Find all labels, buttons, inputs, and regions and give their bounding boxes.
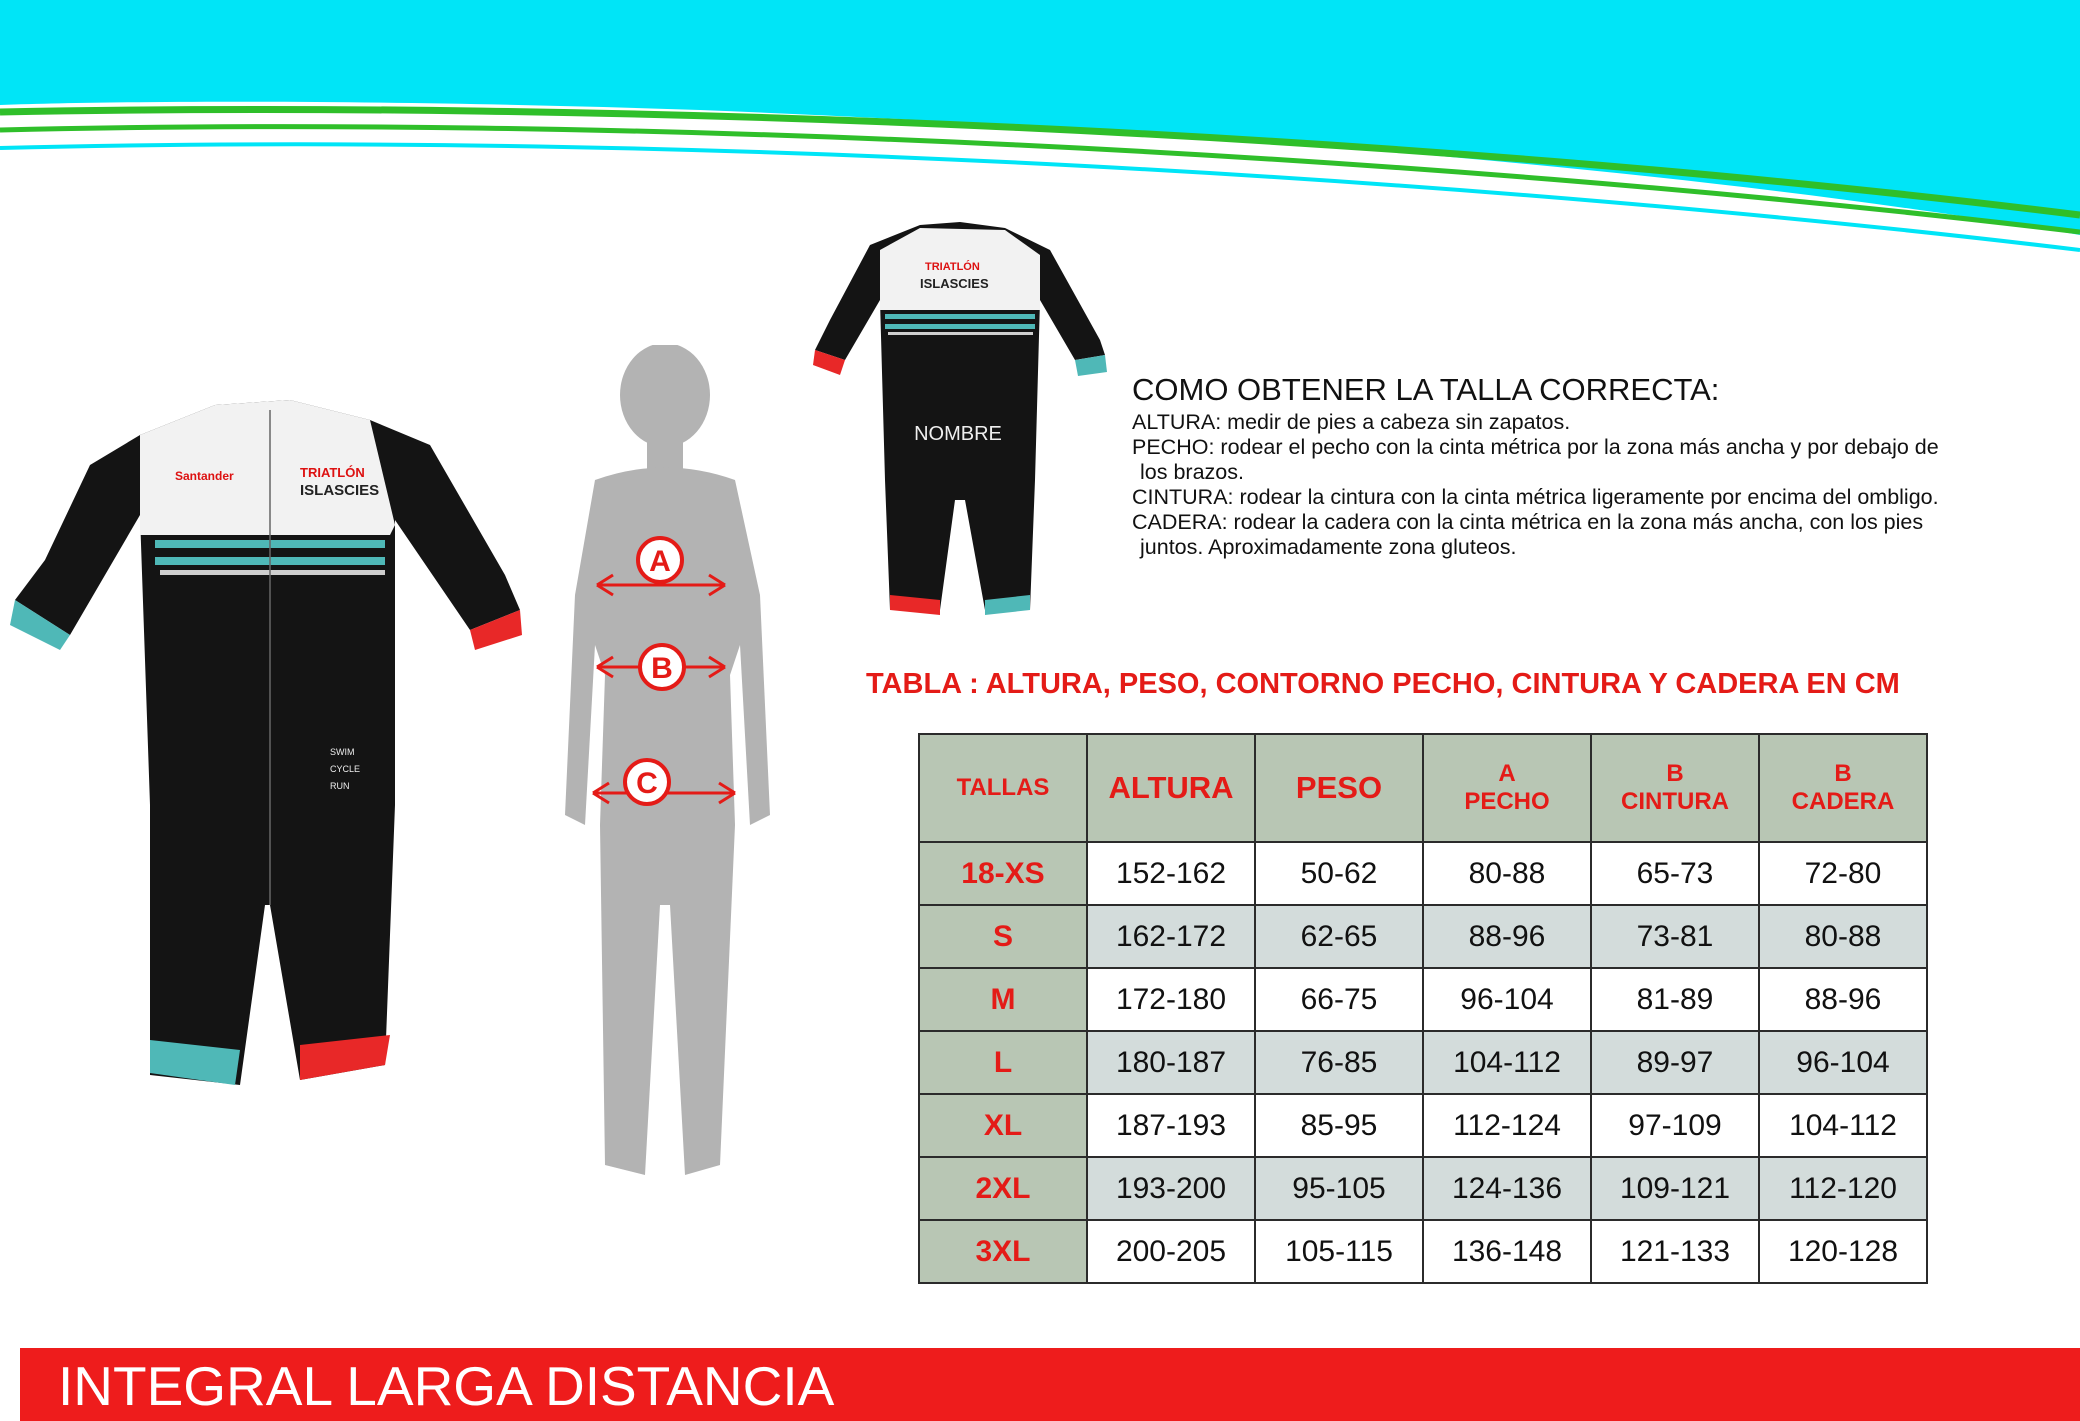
table-row	[919, 1094, 1927, 1157]
header-tallas: TALLAS	[919, 734, 1087, 842]
cell-pecho: 80-88	[1423, 842, 1591, 905]
cell-peso: 85-95	[1255, 1094, 1423, 1157]
cell-altura: 162-172	[1087, 905, 1255, 968]
svg-text:ISLASCIES: ISLASCIES	[920, 276, 989, 291]
cell-cadera: 112-120	[1759, 1157, 1927, 1220]
cell-cadera: 96-104	[1759, 1031, 1927, 1094]
svg-text:TRIATLÓN: TRIATLÓN	[925, 261, 980, 273]
cell-peso: 62-65	[1255, 905, 1423, 968]
front-trisuit-image	[0, 385, 530, 1105]
size-table	[918, 733, 1928, 1284]
cell-cintura: 121-133	[1591, 1220, 1759, 1283]
table-row	[919, 842, 1927, 905]
marker-a-label: A	[649, 545, 671, 578]
back-name-label: NOMBRE	[914, 423, 1002, 445]
header-altura: ALTURA	[1087, 734, 1255, 842]
cell-pecho: 124-136	[1423, 1157, 1591, 1220]
cell-altura: 187-193	[1087, 1094, 1255, 1157]
svg-text:CYCLE: CYCLE	[330, 764, 361, 774]
header-pecho: A PECHO	[1423, 734, 1591, 842]
svg-text:TRIATLÓN: TRIATLÓN	[300, 465, 365, 480]
cell-cintura: 109-121	[1591, 1157, 1759, 1220]
cell-cadera: 72-80	[1759, 842, 1927, 905]
cell-cintura: 81-89	[1591, 968, 1759, 1031]
cell-cadera: 104-112	[1759, 1094, 1927, 1157]
table-row	[919, 1031, 1927, 1094]
table-row	[919, 1220, 1927, 1283]
cell-pecho: 104-112	[1423, 1031, 1591, 1094]
cell-peso: 76-85	[1255, 1031, 1423, 1094]
marker-b-label: B	[651, 652, 673, 685]
cell-altura: 152-162	[1087, 842, 1255, 905]
cell-cadera: 88-96	[1759, 968, 1927, 1031]
table-header-row	[919, 734, 1927, 842]
cell-peso: 105-115	[1255, 1220, 1423, 1283]
svg-text:ISLASCIES: ISLASCIES	[300, 482, 380, 499]
instruction-line: PECHO: rodear el pecho con la cinta métrica por la zona más ancha y por debajo de	[1132, 435, 1939, 459]
cell-talla: S	[919, 905, 1087, 968]
front-sponsor-logo: Santander	[175, 469, 234, 483]
cell-peso: 95-105	[1255, 1157, 1423, 1220]
cell-talla: 18-XS	[919, 842, 1087, 905]
header-cadera: B CADERA	[1759, 734, 1927, 842]
cell-altura: 200-205	[1087, 1220, 1255, 1283]
cell-talla: XL	[919, 1094, 1087, 1157]
instruction-line: los brazos.	[1140, 460, 1244, 484]
back-trisuit-image	[810, 210, 1110, 620]
instruction-line: CADERA: rodear la cadera con la cinta métrica en la zona más ancha, con los pies	[1132, 510, 1924, 534]
instruction-line: juntos. Aproximadamente zona gluteos.	[1140, 535, 1517, 559]
cell-pecho: 96-104	[1423, 968, 1591, 1031]
marker-c-label: C	[636, 767, 658, 800]
cell-talla: L	[919, 1031, 1087, 1094]
svg-text:RUN: RUN	[330, 781, 350, 791]
header-peso: PESO	[1255, 734, 1423, 842]
sizing-instructions	[1132, 372, 2032, 560]
cell-pecho: 112-124	[1423, 1094, 1591, 1157]
cell-talla: M	[919, 968, 1087, 1031]
instruction-line: ALTURA: medir de pies a cabeza sin zapatos.	[1132, 410, 1571, 434]
header-cintura: B CINTURA	[1591, 734, 1759, 842]
instruction-line: CINTURA: rodear la cintura con la cinta métrica ligeramente por encima del ombligo.	[1132, 485, 1939, 509]
instructions-heading: COMO OBTENER LA TALLA CORRECTA:	[1132, 372, 1720, 407]
cell-cadera: 120-128	[1759, 1220, 1927, 1283]
cell-pecho: 136-148	[1423, 1220, 1591, 1283]
cell-pecho: 88-96	[1423, 905, 1591, 968]
table-row	[919, 905, 1927, 968]
cell-talla: 2XL	[919, 1157, 1087, 1220]
cell-cadera: 80-88	[1759, 905, 1927, 968]
table-row	[919, 968, 1927, 1031]
footer-title: INTEGRAL LARGA DISTANCIA	[58, 1355, 835, 1417]
body-mannequin	[555, 345, 785, 1185]
svg-text:SWIM: SWIM	[330, 747, 355, 757]
cell-cintura: 97-109	[1591, 1094, 1759, 1157]
cell-talla: 3XL	[919, 1220, 1087, 1283]
cell-cintura: 65-73	[1591, 842, 1759, 905]
table-title: TABLA : ALTURA, PESO, CONTORNO PECHO, CINTURA Y CADERA EN CM	[866, 668, 1900, 700]
table-row	[919, 1157, 1927, 1220]
cell-altura: 193-200	[1087, 1157, 1255, 1220]
cell-peso: 66-75	[1255, 968, 1423, 1031]
cell-altura: 180-187	[1087, 1031, 1255, 1094]
cell-altura: 172-180	[1087, 968, 1255, 1031]
cell-cintura: 73-81	[1591, 905, 1759, 968]
cell-peso: 50-62	[1255, 842, 1423, 905]
cell-cintura: 89-97	[1591, 1031, 1759, 1094]
